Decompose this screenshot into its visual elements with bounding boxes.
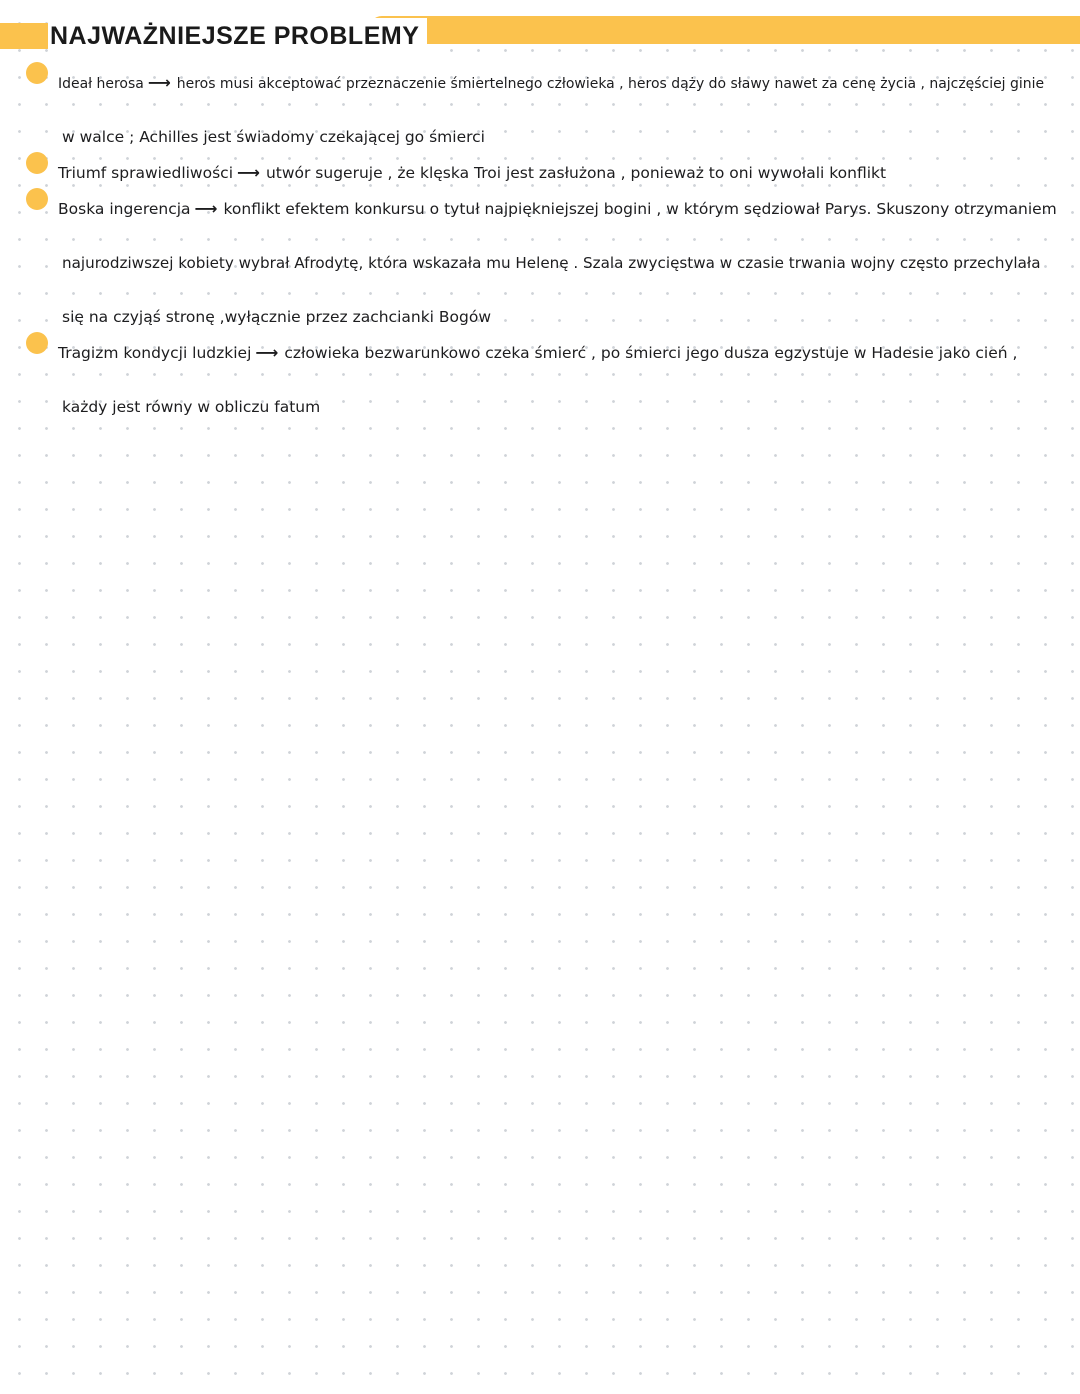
note-text: heros musi akceptować przeznaczenie śmiertelnego człowieka , heros dąży do sławy nawet za cenę życia , najczęściej ginie <box>176 76 1045 92</box>
note-text: utwór sugeruje , że klęska Troi jest zasłużona , ponieważ to oni wywołali konflikt <box>265 164 887 182</box>
note-term: Tragizm kondycji ludzkiej <box>58 344 252 362</box>
note-item-boska-ingerencja <box>0 182 1080 344</box>
note-line: każdy jest równy w obliczu fatum <box>62 398 321 416</box>
note-term: Ideał herosa <box>58 76 144 92</box>
arrow-right-icon: ⟶ <box>237 163 260 182</box>
arrow-right-icon: ⟶ <box>147 73 171 92</box>
note-text: człowieka bezwarunkowo czeka śmierć , po śmierci jego dusza egzystuje w Hadesie jako cień , <box>284 344 1018 362</box>
note-line <box>58 56 1062 110</box>
arrow-right-icon: ⟶ <box>194 199 218 218</box>
notes-list <box>0 74 1080 434</box>
header-highlight-right <box>368 16 1080 44</box>
bullet-dot-icon <box>26 62 48 84</box>
note-line <box>58 326 1062 380</box>
note-line: w walce ; Achilles jest świadomy czekającej go śmierci <box>62 128 485 146</box>
page-title: NAJWAŻNIEJSZE PROBLEMY <box>48 18 427 54</box>
note-line: najurodziwszej kobiety wybrał Afrodytę, która wskazała mu Helenę . Szala zwycięstwa w czasie trwania wojny często przechylała <box>62 254 1041 272</box>
bullet-dot-icon <box>26 188 48 210</box>
note-line <box>58 182 1062 236</box>
bullet-dot-icon <box>26 332 48 354</box>
arrow-right-icon: ⟶ <box>255 343 279 362</box>
note-term: Triumf sprawiedliwości <box>58 164 233 182</box>
note-item-tragizm-kondycji-ludzkiej <box>0 326 1080 434</box>
header-band <box>0 14 1080 54</box>
note-text: konflikt efektem konkursu o tytuł najpiękniejszej bogini , w którym sędziował Parys. Skuszony otrzymaniem <box>223 200 1057 218</box>
bullet-dot-icon <box>26 152 48 174</box>
note-term: Boska ingerencja <box>58 200 191 218</box>
note-line: się na czyjąś stronę ,wyłącznie przez zachcianki Bogów <box>62 308 492 326</box>
